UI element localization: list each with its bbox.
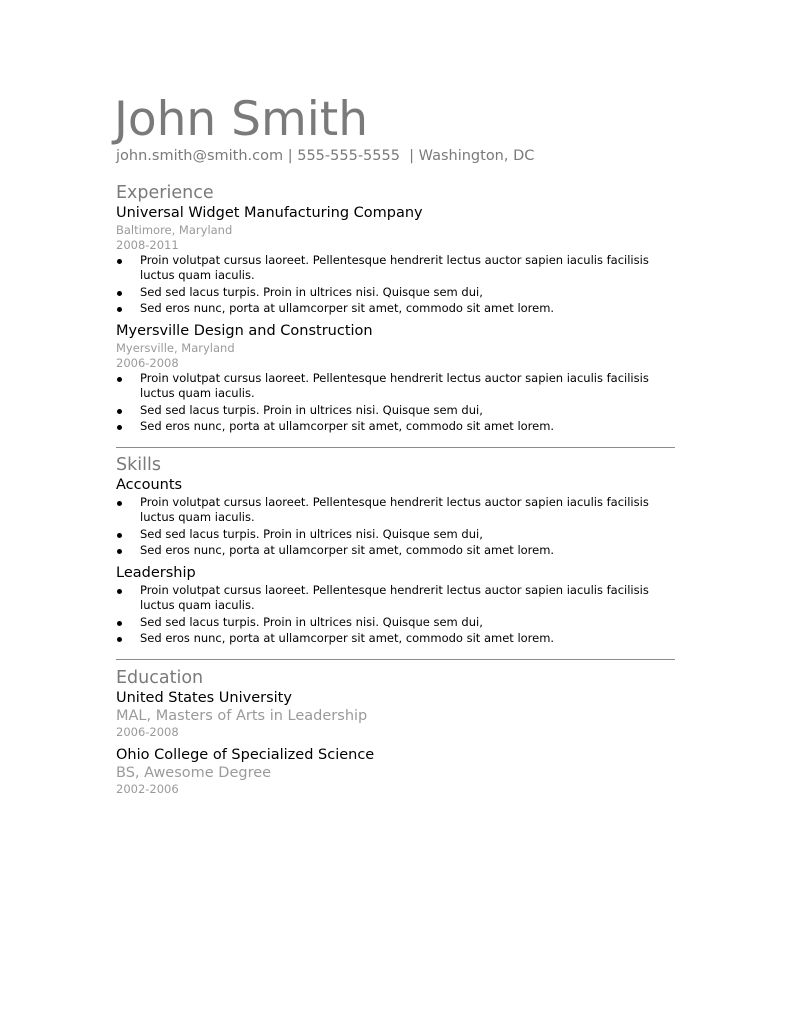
education-entry [116,746,675,797]
bullet-text: Sed sed lacus turpis. Proin in ultrices nisi. Quisque sem dui, [140,284,483,299]
job-bullets [116,371,675,434]
list-item [116,583,675,613]
education-entry [116,689,675,740]
bullet-icon [117,425,122,430]
job-dates: 2006-2008 [116,356,179,370]
bullet-text: Proin volutpat cursus laoreet. Pellentesque hendrerit lectus auctor sapien iaculis facilisis luctus quam iaculis. [140,495,649,524]
skill-group-title: Leadership [116,565,196,581]
list-item [116,527,675,542]
bullet-icon [117,259,122,264]
skill-bullets [116,495,675,558]
skills-heading: Skills [116,455,161,475]
bullet-icon [117,549,122,554]
section-divider [116,659,675,660]
job-location: Myersville, Maryland [116,341,235,355]
skill-group-title: Accounts [116,477,183,493]
skill-group [116,564,675,646]
job-dates: 2008-2011 [116,238,179,252]
bullet-text: Sed sed lacus turpis. Proin in ultrices nisi. Quisque sem dui, [140,526,483,541]
school-name: Ohio College of Specialized Science [116,747,375,763]
degree: MAL, Masters of Arts in Leadership [116,708,368,724]
list-item [116,253,675,283]
bullet-icon [117,501,122,506]
experience-heading: Experience [116,183,214,203]
bullet-icon [117,637,122,642]
job-entry [116,322,675,434]
list-item [116,285,675,300]
resume-page [116,92,675,797]
skill-bullets [116,583,675,646]
job-entry [116,204,675,316]
bullet-text: Sed eros nunc, porta at ullamcorper sit amet, commodo sit amet lorem. [140,631,555,645]
education-dates: 2006-2008 [116,725,179,739]
bullet-text: Sed eros nunc, porta at ullamcorper sit amet, commodo sit amet lorem. [140,543,555,557]
bullet-text: Sed eros nunc, porta at ullamcorper sit amet, commodo sit amet lorem. [140,301,555,315]
bullet-icon [117,377,122,382]
bullet-icon [117,621,122,626]
job-company: Myersville Design and Construction [116,323,373,339]
job-company: Universal Widget Manufacturing Company [116,205,423,221]
job-bullets [116,253,675,316]
list-item [116,615,675,630]
education-section [116,667,675,797]
list-item [116,419,675,434]
list-item [116,631,675,646]
skill-group [116,476,675,558]
list-item [116,301,675,316]
list-item [116,543,675,558]
education-dates: 2002-2006 [116,782,179,796]
bullet-icon [117,307,122,312]
bullet-text: Proin volutpat cursus laoreet. Pellentesque hendrerit lectus auctor sapien iaculis facilisis luctus quam iaculis. [140,253,649,282]
bullet-text: Proin volutpat cursus laoreet. Pellentesque hendrerit lectus auctor sapien iaculis facilisis luctus quam iaculis. [140,371,649,400]
bullet-text: Sed sed lacus turpis. Proin in ultrices nisi. Quisque sem dui, [140,614,483,629]
bullet-icon [117,409,122,414]
list-item [116,495,675,525]
bullet-text: Proin volutpat cursus laoreet. Pellentesque hendrerit lectus auctor sapien iaculis facilisis luctus quam iaculis. [140,583,649,612]
education-heading: Education [116,668,204,688]
bullet-text: Sed sed lacus turpis. Proin in ultrices nisi. Quisque sem dui, [140,402,483,417]
bullet-icon [117,533,122,538]
section-divider [116,447,675,448]
degree: BS, Awesome Degree [116,765,272,781]
job-location: Baltimore, Maryland [116,223,233,237]
skills-section [116,454,675,646]
contact-line: john.smith@smith.com | 555-555-5555 | Washington, DC [116,148,535,164]
bullet-icon [117,589,122,594]
experience-section [116,182,675,434]
bullet-icon [117,291,122,296]
resume-name: John Smith [114,92,369,147]
list-item [116,371,675,401]
bullet-text: Sed eros nunc, porta at ullamcorper sit amet, commodo sit amet lorem. [140,419,555,433]
school-name: United States University [116,690,292,706]
list-item [116,403,675,418]
